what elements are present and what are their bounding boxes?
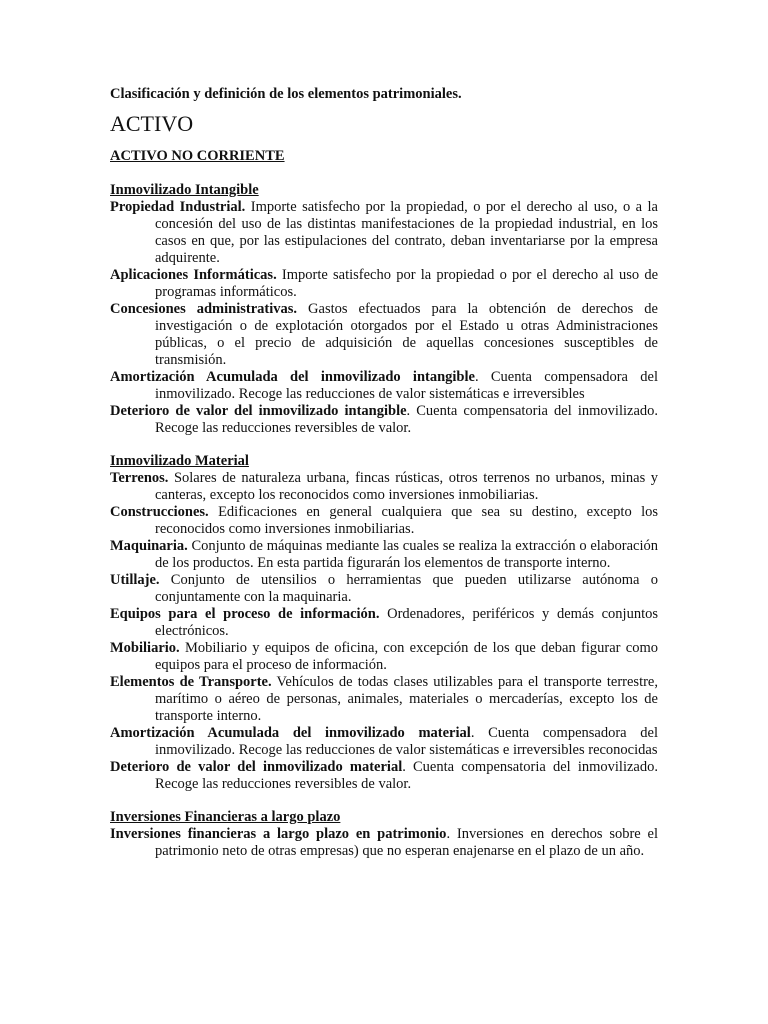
account-definition: Conjunto de utensilios o herramientas que pueden utilizarse autónoma o conjuntamente con la maquinaria. [155,572,658,605]
account-definition: Solares de naturaleza urbana, fincas rústicas, otros terrenos no urbanos, minas y canteras, excepto los reconocidos como inversiones inmobiliarias. [155,470,658,503]
document-page [110,84,658,876]
account-term: Maquinaria. [110,538,188,554]
account-entry [110,826,658,860]
account-definition: Importe satisfecho por la propiedad, o por el derecho al uso, o a la concesión del uso de las distintas manifestaciones de la propiedad industrial, en los casos en que, por las estipulaciones del contrato, deban inventariarse por la empresa adquirente. [155,199,658,266]
account-term: Concesiones administrativas. [110,301,298,317]
entry-list [110,470,658,793]
account-groups [110,182,658,860]
account-term: Elementos de Transporte. [110,674,272,690]
main-heading-activo: ACTIVO [110,111,194,136]
account-term: Utillaje. [110,572,160,588]
document-title: Clasificación y definición de los elementos patrimoniales. [110,86,462,102]
account-entry [110,674,658,725]
account-term: Inversiones financieras a largo plazo en patrimonio [110,826,447,842]
account-definition: Importe satisfecho por la propiedad o por el derecho al uso de programas informáticos. [155,267,658,300]
account-definition: . Cuenta compensadora del inmovilizado. Recoge las reducciones de valor sistemáticas e irreversibles [155,369,659,402]
account-entry [110,759,658,793]
account-term: Amortización Acumulada del inmovilizado intangible [110,369,475,385]
section-heading-activo-no-corriente: ACTIVO NO CORRIENTE [110,148,285,164]
account-definition: Edificaciones en general cualquiera que sea su destino, excepto los reconocidos como inversiones inmobiliarias. [155,504,658,537]
account-entry [110,504,658,538]
account-entry [110,199,658,267]
account-entry [110,640,658,674]
account-entry [110,267,658,301]
group-heading: Inmovilizado Material [110,453,249,469]
account-definition: Vehículos de todas clases utilizables para el transporte terrestre, marítimo o aéreo de personas, animales, materiales o mercaderías, excepto los de transporte interno. [155,674,658,724]
account-term: Aplicaciones Informáticas. [110,267,277,283]
entry-list [110,199,658,437]
group-heading: Inmovilizado Intangible [110,182,259,198]
account-entry [110,403,658,437]
account-definition: Ordenadores, periféricos y demás conjuntos electrónicos. [155,606,658,639]
account-term: Deterioro de valor del inmovilizado intangible [110,403,407,419]
account-definition: Conjunto de máquinas mediante las cuales se realiza la extracción o elaboración de los productos. En esta partida figurarán los elementos de transporte interno. [155,538,658,571]
account-entry [110,301,658,369]
account-term: Equipos para el proceso de información. [110,606,380,622]
account-definition: . Cuenta compensatoria del inmovilizado. Recoge las reducciones reversibles de valor. [155,403,659,436]
account-entry [110,538,658,572]
account-definition: . Inversiones en derechos sobre el patrimonio neto de otras empresas) que no esperan enajenarse en el plazo de un año. [155,826,658,859]
account-definition: . Cuenta compensatoria del inmovilizado. Recoge las reducciones reversibles de valor. [155,759,658,792]
account-entry [110,725,658,759]
account-definition: . Cuenta compensadora del inmovilizado. Recoge las reducciones de valor sistemáticas e irreversibles reconocidas [155,725,659,758]
account-entry [110,369,658,403]
account-definition: Mobiliario y equipos de oficina, con excepción de los que deban figurar como equipos para el proceso de información. [155,640,658,673]
account-term: Propiedad Industrial. [110,199,246,215]
account-term: Mobiliario. [110,640,180,656]
account-entry [110,470,658,504]
account-definition: Gastos efectuados para la obtención de derechos de investigación o de explotación otorgados por el Estado u otras Administraciones públicas, o el precio de adquisición de aquellas concesiones susceptibles de transmisión. [155,301,658,368]
entry-list [110,826,658,860]
account-term: Terrenos. [110,470,169,486]
account-term: Construcciones. [110,504,209,520]
account-entry [110,606,658,640]
account-entry [110,572,658,606]
account-term: Deterioro de valor del inmovilizado material [110,759,403,775]
account-term: Amortización Acumulada del inmovilizado material [110,725,471,741]
group-heading: Inversiones Financieras a largo plazo [110,809,341,825]
